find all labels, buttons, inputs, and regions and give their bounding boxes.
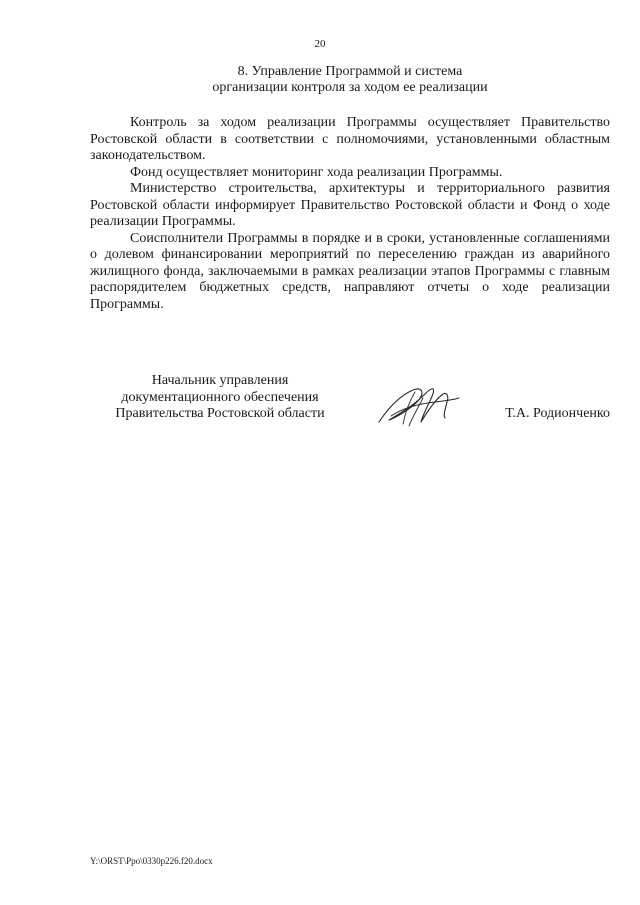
section-title-line-1: 8. Управление Программой и система [237, 64, 463, 79]
signatory-title-line-3: Правительства Ростовской области [115, 406, 325, 421]
signatory-title-line-1: Начальник управления [151, 373, 289, 388]
paragraph-control: Контроль за ходом реализации Программы осуществляет Правительство Ростовской области в соответствии с полномочиями, установленными областным законодательством. [90, 115, 610, 163]
page-number: 20 [314, 38, 326, 50]
section-title-line-2: организации контроля за ходом ее реализации [212, 80, 488, 95]
handwritten-signature [373, 380, 463, 432]
signer-name: Т.А. Родионченко [505, 406, 610, 421]
file-path: Y:\ORST\Ppo\0330p226.f20.docx [90, 856, 213, 866]
signatory-title-line-2: документационного обеспечения [121, 389, 319, 405]
paragraph-ministry: Министерство строительства, архитектуры и территориального развития Ростовской области информирует Правительство Ростовской области и Фонд о ходе реализации Программы. [90, 181, 610, 229]
paragraph-co-executors: Соисполнители Программы в порядке и в сроки, установленные соглашениями о долевом финансировании мероприятий по переселению граждан из аварийного жилищного фонда, заключаемыми в рамках реализации этапов Программы с главным распорядителем бюджетных средств, направляют отчеты о ходе реализации Программы. [90, 230, 610, 312]
signatory-title [90, 373, 350, 423]
body-text [90, 115, 610, 313]
section-title [90, 64, 610, 96]
paragraph-monitoring: Фонд осуществляет мониторинг хода реализации Программы. [130, 164, 503, 180]
